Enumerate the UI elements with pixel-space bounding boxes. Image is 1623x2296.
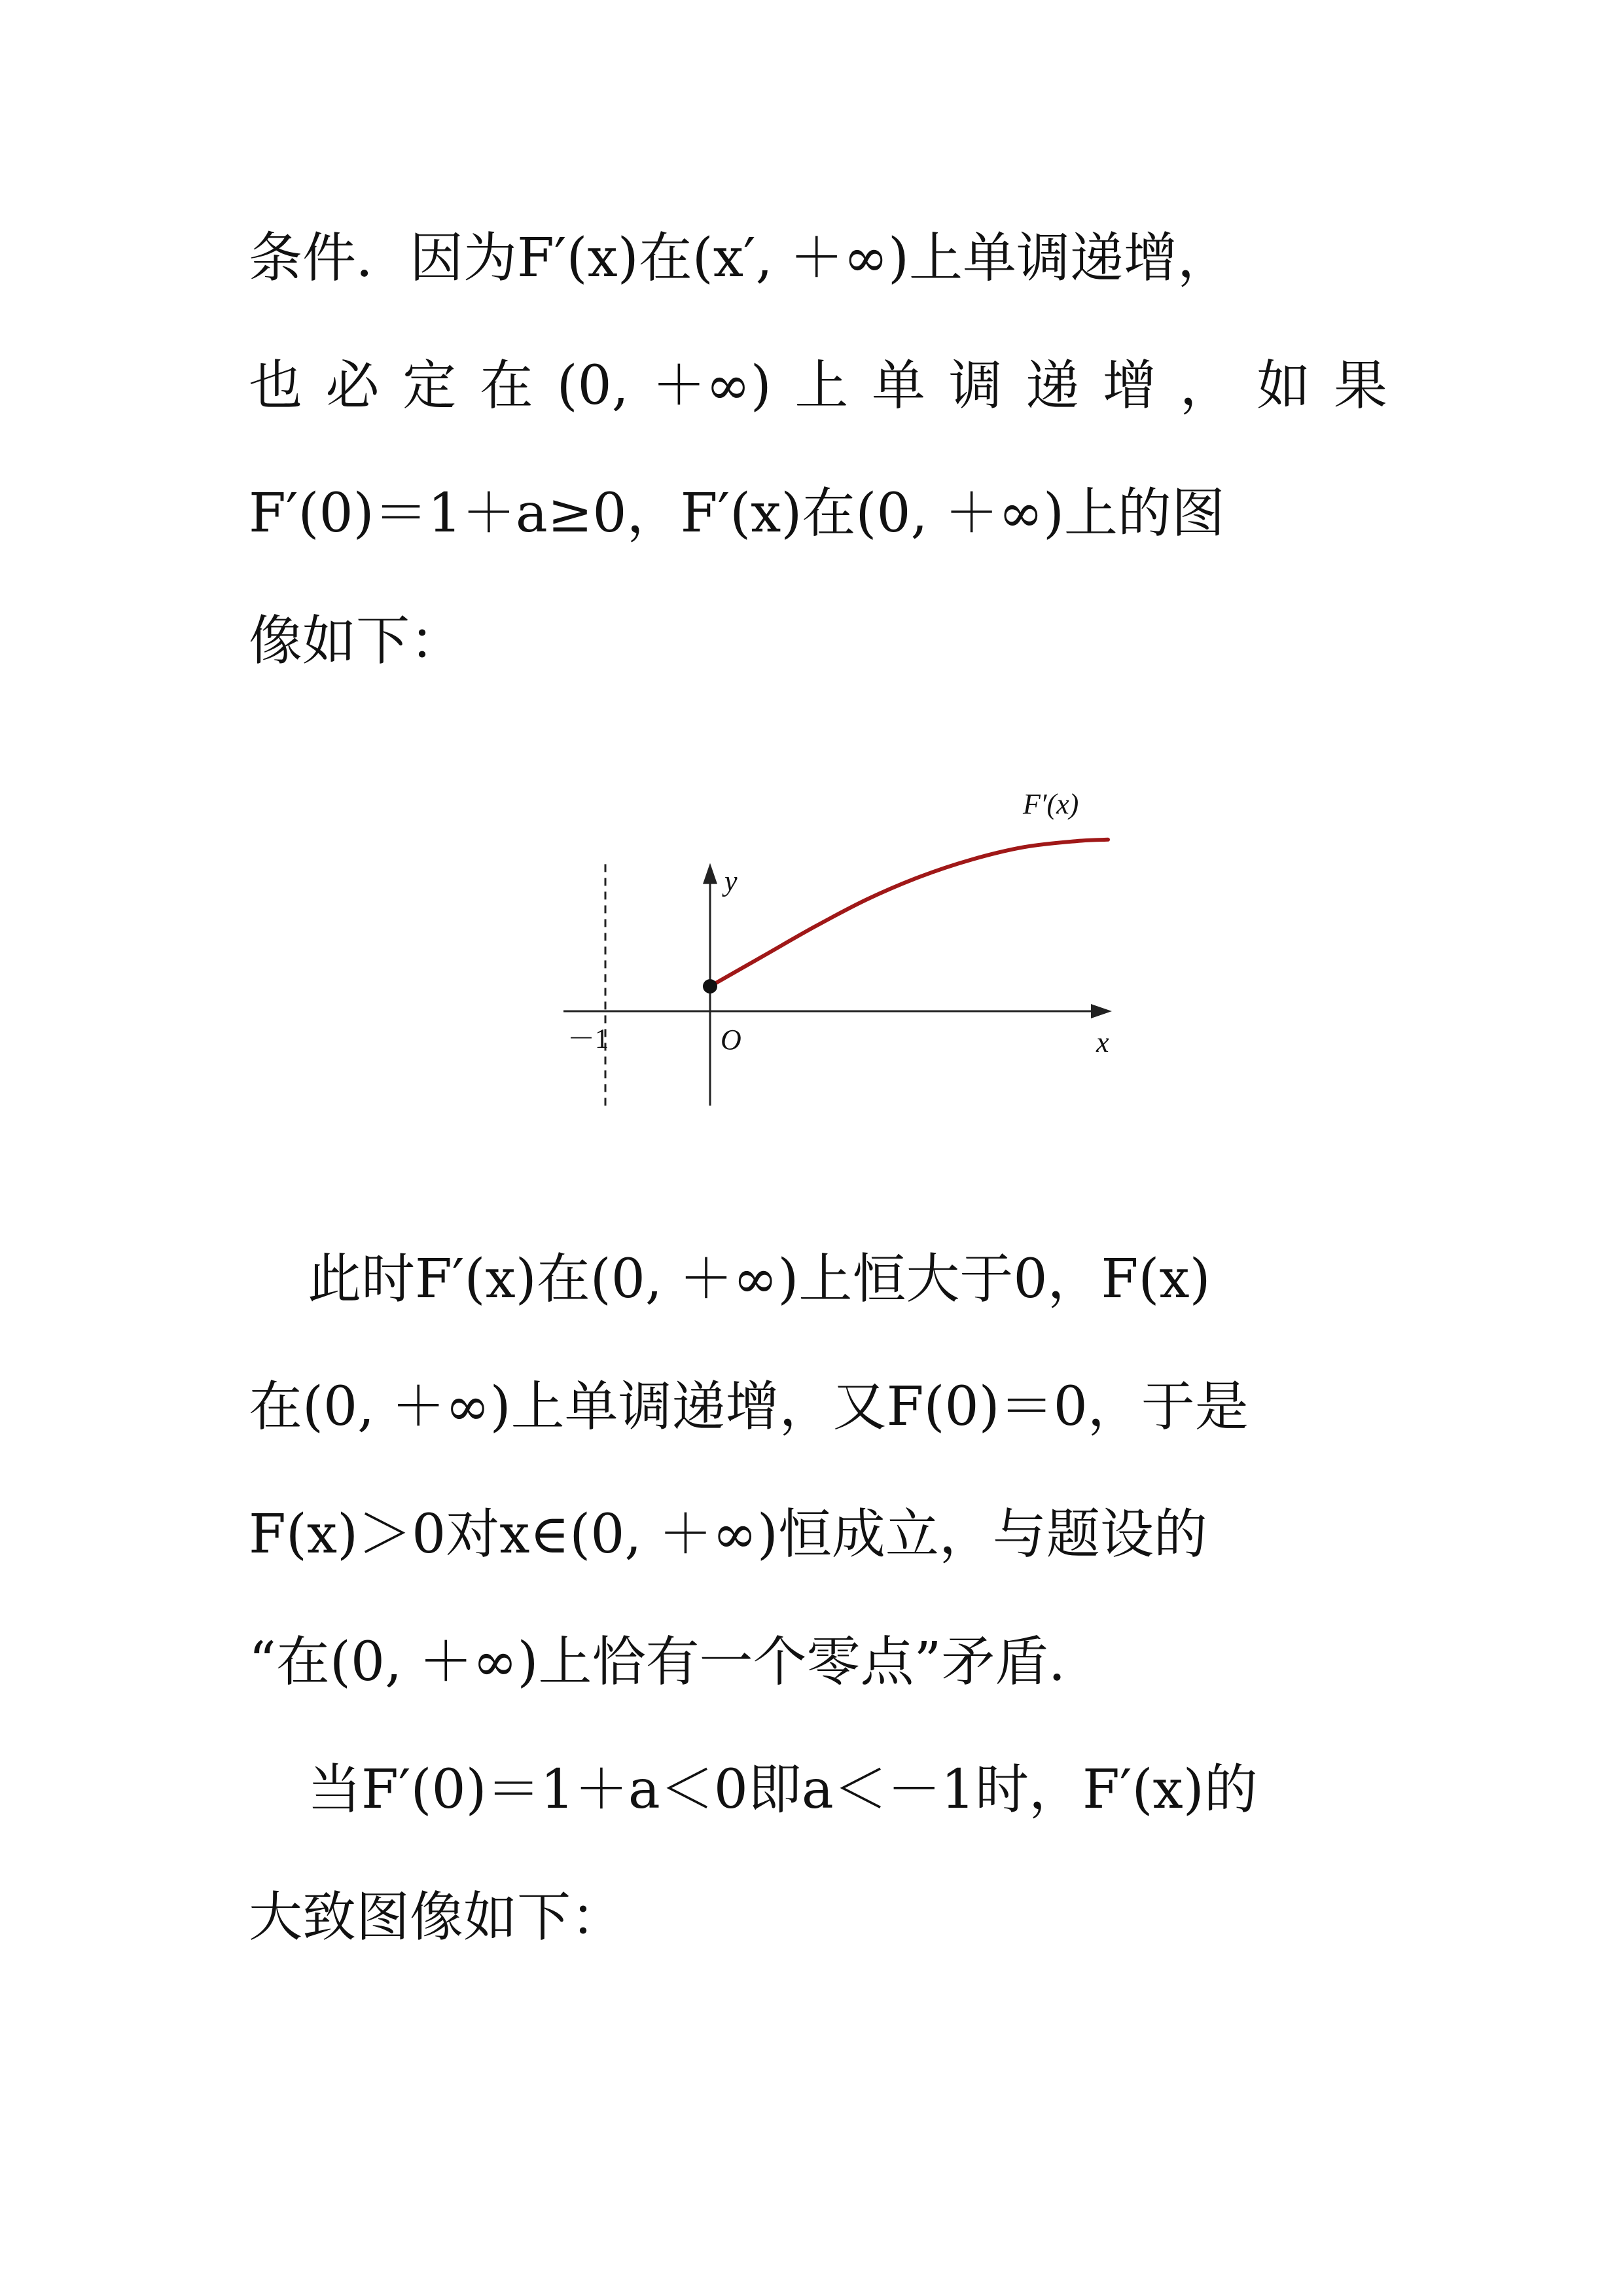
curve-f-prime [710, 840, 1108, 986]
text-line: 大致图像如下： [249, 1886, 625, 1948]
text-char: 在 [479, 355, 533, 417]
y-axis-arrow-icon [703, 863, 717, 884]
tick-label-neg-1: －1 [567, 1024, 609, 1054]
text-char: 递 [1026, 355, 1080, 417]
text-line: F(x)＞0对x∈(0, ＋∞)恒成立，与题设的 [249, 1503, 1207, 1566]
text-line-justified [249, 347, 1387, 425]
text-char: ＋∞) [652, 355, 772, 417]
text-line: 条件．因为F′(x)在(x′, ＋∞)上单调递增， [249, 227, 1232, 289]
graph-svg [550, 700, 1139, 1211]
text-char: 也 [249, 355, 303, 417]
text-line: 当F′(0)＝1＋a＜0即a＜－1时，F′(x)的 [308, 1759, 1258, 1821]
text-char: (0, [556, 355, 629, 417]
text-char: 上 [794, 355, 849, 417]
text-char: 调 [948, 355, 1003, 417]
function-graph-figure [550, 700, 1139, 1211]
x-axis-arrow-icon [1091, 1004, 1112, 1018]
text-char: ， [1179, 355, 1234, 417]
y-axis-label: y [724, 865, 738, 897]
text-char: 增 [1102, 355, 1156, 417]
text-char: 定 [402, 355, 457, 417]
text-char: 单 [872, 355, 926, 417]
text-char: 如 [1257, 355, 1311, 417]
origin-label: O [721, 1024, 741, 1056]
text-line: 此时F′(x)在(0, ＋∞)上恒大于0，F(x) [308, 1248, 1211, 1310]
text-char: 必 [325, 355, 380, 417]
text-line: 像如下： [249, 610, 464, 672]
text-char: 果 [1333, 355, 1387, 417]
start-point-dot [703, 979, 717, 994]
curve-label: F′(x) [1023, 787, 1079, 820]
text-line: F′(0)＝1＋a≥0，F′(x)在(0, ＋∞)上的图 [249, 482, 1225, 545]
x-axis-label: x [1096, 1026, 1109, 1058]
text-line: 在(0, ＋∞)上单调递增，又F(0)＝0，于是 [249, 1376, 1249, 1438]
text-line: “在(0, ＋∞)上恰有一个零点”矛盾． [249, 1631, 1103, 1693]
